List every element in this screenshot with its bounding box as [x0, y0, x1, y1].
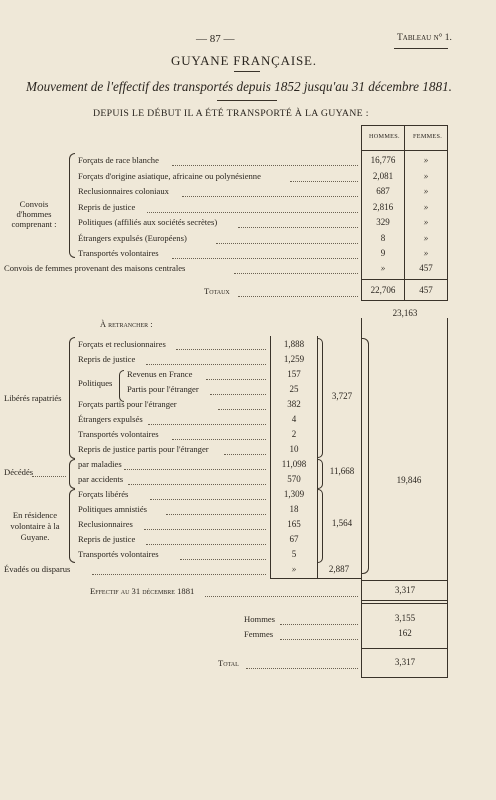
- retrancher-total: 19,846: [396, 475, 422, 485]
- evades-subtotal: 2,887: [328, 564, 350, 574]
- decedes-row-label: par accidents: [78, 474, 124, 484]
- convoi-row-label: Repris de justice: [78, 202, 136, 212]
- lower-subtotal-rule: [270, 578, 362, 579]
- leader-dots: [205, 596, 358, 597]
- col-line-left: [361, 125, 362, 300]
- convoi-row-femmes: »: [423, 171, 429, 181]
- leader-dots: [280, 639, 358, 640]
- convois-femmes-label: Convois de femmes provenant des maisons centrales: [4, 263, 186, 273]
- convoi-row-hommes: 329: [376, 217, 390, 227]
- leader-dots: [210, 394, 266, 395]
- convoi-row-hommes: 2,816: [372, 202, 394, 212]
- totals-femmes: 457: [419, 285, 433, 295]
- convoi-row-hommes: 16,776: [370, 155, 396, 165]
- residence-row-label: Politiques amnistiés: [78, 504, 147, 514]
- decedes-subtotal-brace: [318, 459, 323, 489]
- leader-dots: [148, 424, 266, 425]
- residence-subtotal-brace: [318, 489, 323, 563]
- leader-dots: [172, 165, 358, 166]
- col-line-total-right: [447, 318, 448, 608]
- residence-row-label: Forçats libérés: [78, 489, 129, 499]
- residence-brace: [69, 489, 75, 563]
- leader-dots: [128, 484, 266, 485]
- document-subtitle: Mouvement de l'effectif des transportés depuis 1852 jusqu'au 31 décembre 1881.: [26, 79, 452, 94]
- convoi-row-femmes: »: [423, 233, 429, 243]
- totals-rule: [361, 279, 448, 280]
- liberes-row-value: 4: [291, 414, 297, 424]
- convoi-row-hommes: 9: [380, 248, 386, 258]
- liberes-row-label: Partis pour l'étranger: [127, 384, 199, 394]
- leader-dots: [146, 544, 266, 545]
- effectif-rule-double: [361, 603, 448, 604]
- convoi-row-label: Reclusionnaires coloniaux: [78, 186, 169, 196]
- politiques-label: Politiques: [78, 378, 113, 388]
- leader-dots: [218, 409, 266, 410]
- combined-brace-rule: [361, 300, 448, 301]
- col-line-mid: [404, 125, 405, 300]
- leader-dots: [234, 273, 358, 274]
- liberes-row-value: 382: [287, 399, 301, 409]
- convoi-row-hommes: 8: [380, 233, 386, 243]
- liberes-brace: [69, 337, 75, 459]
- liberes-row-value: 2: [291, 429, 297, 439]
- retrancher-label: À retrancher :: [100, 320, 153, 329]
- summary-row-label: Hommes: [244, 614, 276, 624]
- summary-row-value: 3,155: [394, 613, 416, 623]
- residence-row-label: Transportés volontaires: [78, 549, 159, 559]
- liberes-row-label: Transportés volontaires: [78, 429, 159, 439]
- convois-hommes-label: Convois d'hommes comprenant :: [11, 199, 57, 229]
- summary-row-value: 162: [398, 628, 412, 638]
- leader-dots: [124, 469, 266, 470]
- liberes-row-label: Étrangers expulsés: [78, 414, 143, 424]
- decedes-row-label: par maladies: [78, 459, 122, 469]
- leader-dots: [32, 476, 66, 477]
- convoi-row-femmes: »: [423, 186, 429, 196]
- effectif-label: Effectif au 31 décembre 1881: [90, 586, 195, 596]
- summary-total-rule: [361, 648, 448, 649]
- retrancher-total-brace: [362, 338, 369, 574]
- convoi-row-label: Étrangers expulsés (Européens): [78, 233, 187, 243]
- residence-row-label: Reclusionnaires: [78, 519, 133, 529]
- convoi-row-femmes: »: [423, 202, 429, 212]
- decedes-brace: [69, 459, 75, 489]
- leader-dots: [172, 258, 358, 259]
- liberes-subtotal-brace: [318, 338, 323, 458]
- residence-row-value: 1,309: [283, 489, 305, 499]
- liberes-row-value: 1,888: [283, 339, 305, 349]
- summary-row-label: Femmes: [244, 629, 274, 639]
- liberes-row-label: Repris de justice partis pour l'étranger: [78, 444, 209, 454]
- convoi-row-femmes: »: [423, 155, 429, 165]
- leader-dots: [206, 379, 266, 380]
- convoi-row-femmes: »: [423, 217, 429, 227]
- page-number: — 87 —: [196, 33, 235, 45]
- leader-dots: [216, 243, 358, 244]
- convoi-row-femmes: »: [423, 248, 429, 258]
- convoi-row-hommes: 687: [376, 186, 390, 196]
- convois-femmes-femmes: 457: [419, 263, 433, 273]
- summary-total-value: 3,317: [394, 657, 416, 667]
- residence-row-value: 18: [289, 504, 299, 514]
- convois-femmes-hommes: »: [380, 263, 386, 273]
- column-header-femmes: FEMMES.: [413, 133, 443, 140]
- leader-dots: [182, 196, 358, 197]
- residence-label: En résidence volontaire à la Guyane.: [10, 510, 60, 542]
- convois-hommes-brace: [69, 153, 75, 258]
- title-rule: [234, 71, 260, 72]
- liberes-row-label: Forçats et reclusionnaires: [78, 339, 166, 349]
- liberes-row-value: 1,259: [283, 354, 305, 364]
- summary-bottom-rule: [361, 677, 448, 678]
- residence-row-value: 5: [291, 549, 297, 559]
- leader-dots: [290, 181, 358, 182]
- liberes-row-value: 10: [289, 444, 299, 454]
- liberes-row-value: 25: [289, 384, 299, 394]
- liberes-row-label: Repris de justice: [78, 354, 136, 364]
- liberes-row-label: Forçats partis pour l'étranger: [78, 399, 177, 409]
- residence-row-value: 165: [287, 519, 301, 529]
- leader-dots: [238, 227, 358, 228]
- decedes-row-value: 11,098: [281, 459, 307, 469]
- totals-combined: 23,163: [392, 308, 418, 318]
- leader-dots: [224, 454, 266, 455]
- leader-dots: [238, 296, 358, 297]
- liberes-row-label: Revenus en France: [127, 369, 193, 379]
- column-header-hommes: HOMMES.: [369, 133, 400, 140]
- decedes-label: Décédés: [4, 467, 34, 477]
- document-title: GUYANE FRANÇAISE.: [171, 53, 317, 68]
- politiques-brace: [119, 370, 124, 402]
- liberes-subtotal: 3,727: [331, 391, 353, 401]
- convoi-row-hommes: 2,081: [372, 171, 394, 181]
- leader-dots: [280, 624, 358, 625]
- effectif-value: 3,317: [394, 585, 416, 595]
- residence-row-label: Repris de justice: [78, 534, 136, 544]
- leader-dots: [146, 364, 266, 365]
- leader-dots: [150, 499, 266, 500]
- subtitle-rule: [217, 100, 277, 101]
- evades-value: »: [291, 564, 297, 574]
- leader-dots: [144, 529, 266, 530]
- totals-label: Totaux: [204, 286, 230, 296]
- summary-total-label: Total: [218, 658, 239, 668]
- evades-label: Évadés ou disparus: [4, 564, 71, 574]
- liberes-label: Libérés rapatriés: [4, 393, 62, 403]
- table-label-rule: [394, 48, 448, 49]
- convoi-row-label: Forçats d'origine asiatique, africaine ou polynésienne: [78, 171, 261, 181]
- convoi-row-label: Transportés volontaires: [78, 248, 159, 258]
- table-label: Tableau n° 1.: [397, 33, 452, 43]
- section-heading: DEPUIS LE DÉBUT IL A ÉTÉ TRANSPORTÉ À LA GUYANE :: [93, 108, 369, 119]
- leader-dots: [172, 439, 266, 440]
- leader-dots: [176, 349, 266, 350]
- liberes-row-value: 157: [287, 369, 301, 379]
- col-line-right: [447, 125, 448, 300]
- convoi-row-label: Forçats de race blanche: [78, 155, 159, 165]
- residence-row-value: 67: [289, 534, 299, 544]
- leader-dots: [147, 212, 358, 213]
- residence-subtotal: 1,564: [331, 518, 353, 528]
- leader-dots: [180, 559, 266, 560]
- effectif-rule-top: [361, 580, 448, 581]
- totals-hommes: 22,706: [370, 285, 396, 295]
- leader-dots: [92, 574, 266, 575]
- decedes-row-value: 570: [287, 474, 301, 484]
- leader-dots: [246, 668, 358, 669]
- leader-dots: [166, 514, 266, 515]
- convoi-row-label: Politiques (affiliés aux sociétés secrètes): [78, 217, 218, 227]
- effectif-rule-bottom: [361, 600, 448, 601]
- decedes-subtotal: 11,668: [329, 466, 355, 476]
